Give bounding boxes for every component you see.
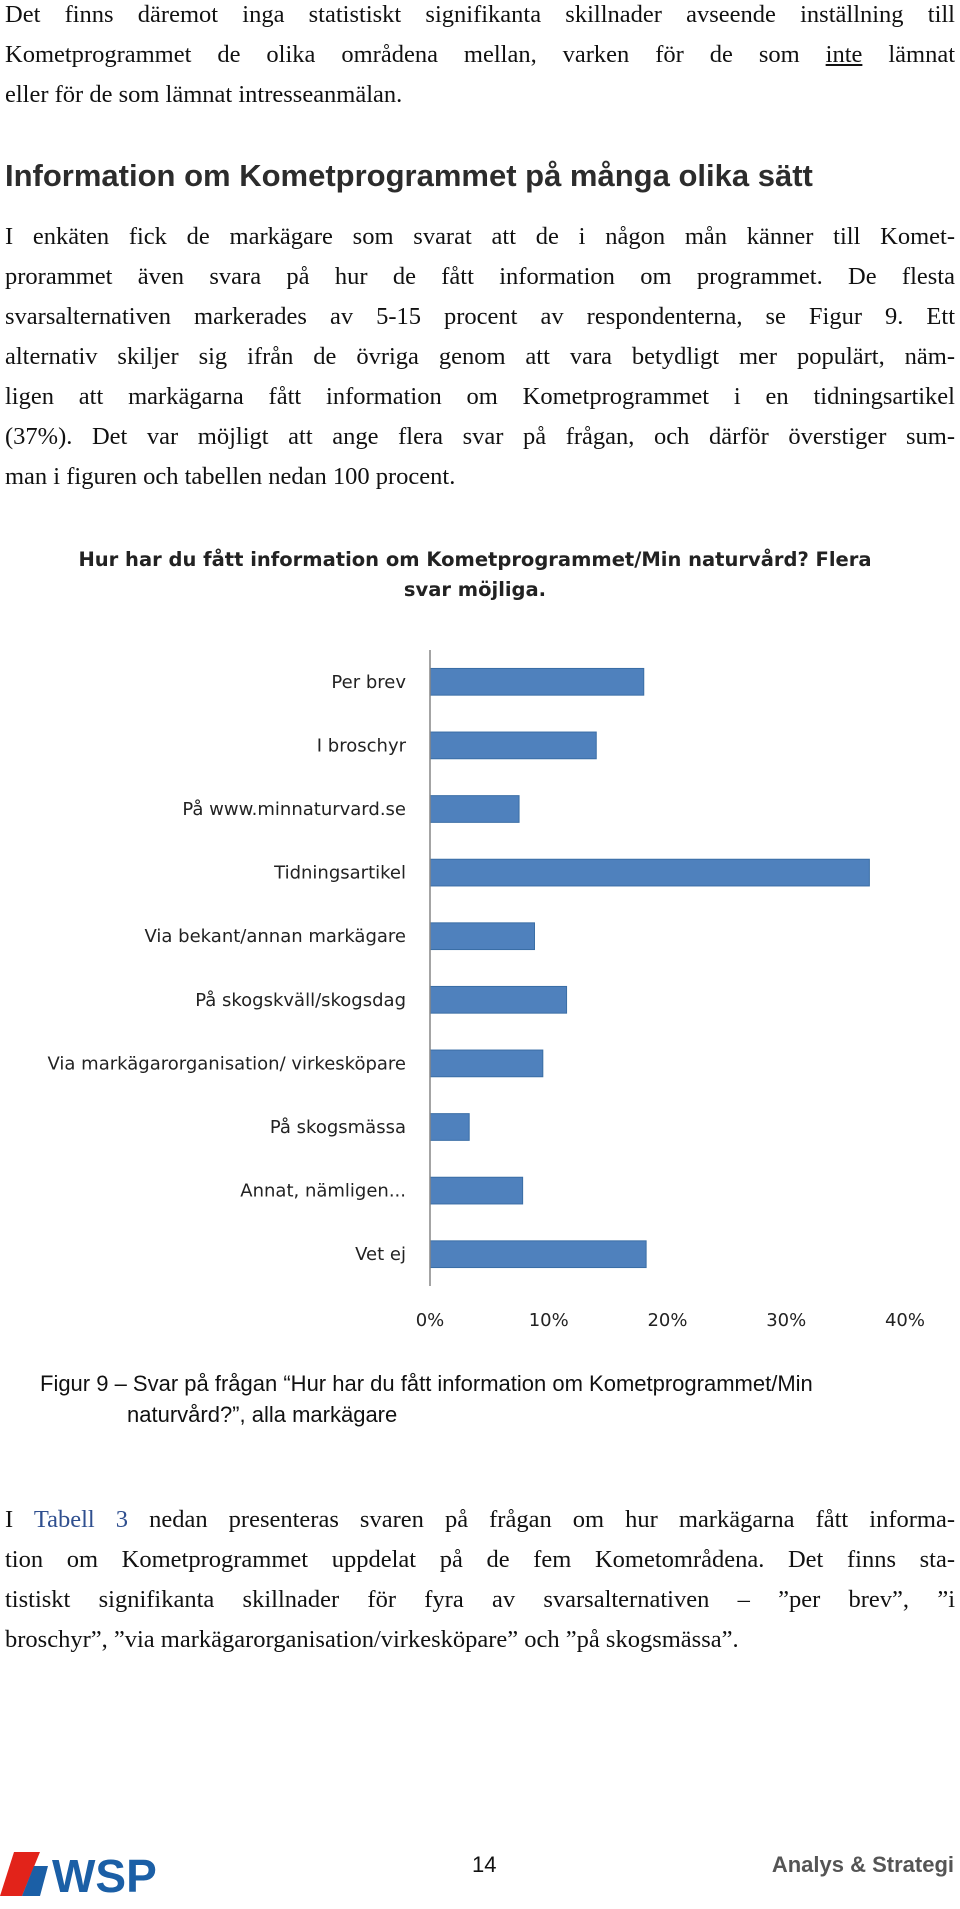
x-tick-label-3: 20%	[647, 1310, 688, 1331]
intro-line-2	[5, 35, 955, 75]
category-label-10: Vet ej	[355, 1244, 406, 1266]
bar-10	[430, 1241, 646, 1268]
p2-line-1: I enkäten fick de markägare som svarat att de i någon mån känner till Komet-	[5, 223, 955, 250]
p2-line-5: ligen att markägarna fått information om Kometprogrammet i en tidningsartikel	[5, 383, 955, 410]
section-heading: Information om Kometprogrammet på många olika sätt	[5, 158, 813, 193]
bar-4	[430, 859, 869, 886]
x-tick-label-5: 40%	[884, 1310, 926, 1331]
intro-line-1: Det finns däremot inga statistiskt signifikanta skillnader avseende inställning till	[5, 1, 955, 28]
emphasis-inte: inte	[825, 41, 863, 68]
p3-line-2: tion om Kometprogrammet uppdelat på de fem Kometområdena. Det finns sta-	[5, 1546, 955, 1573]
table-reference-link[interactable]: Tabell 3	[33, 1506, 129, 1533]
p2-line-2: prorammet även svara på hur de fått information om programmet. De flesta	[5, 263, 955, 290]
x-tick-labels	[416, 1310, 925, 1331]
intro-paragraph	[5, 0, 955, 115]
intro-line-3: eller för de som lämnat intresseanmälan.	[5, 81, 403, 108]
category-label-4: Tidningsartikel	[274, 862, 406, 884]
logo-wordmark: WSP	[52, 1850, 157, 1900]
x-tick-label-2: 10%	[528, 1310, 569, 1331]
p3-line-1-post: nedan presenteras svaren på frågan om hur markägarna fått informa-	[149, 1506, 956, 1533]
bar-9	[430, 1177, 523, 1204]
bar-3	[430, 796, 519, 823]
page-number: 14	[472, 1852, 497, 1877]
bars-group	[430, 668, 869, 1267]
body-paragraph-3	[5, 1500, 955, 1660]
category-label-6: På skogskväll/skogsdag	[195, 989, 406, 1011]
category-label-1: Per brev	[331, 671, 406, 693]
p2-line-3: svarsalternativen markerades av 5-15 procent av respondenterna, se Figur 9. Ett	[5, 303, 955, 330]
intro-line-2-tail: lämnat	[888, 41, 956, 68]
caption-line-2: naturvård?”, alla markägare	[127, 1402, 398, 1427]
p2-line-7: man i figuren och tabellen nedan 100 procent.	[5, 463, 456, 490]
caption-line-1: Figur 9 – Svar på frågan “Hur har du fått information om Kometprogrammet/Min	[40, 1371, 813, 1396]
bar-2	[430, 732, 596, 759]
bar-1	[430, 668, 644, 695]
bar-8	[430, 1114, 469, 1141]
p3-line-1-pre: I	[5, 1506, 14, 1533]
bar-chart	[0, 540, 960, 1340]
category-label-5: Via bekant/annan markägare	[144, 926, 406, 948]
figure-caption	[40, 1368, 960, 1430]
p3-line-4: broschyr”, ”via markägarorganisation/virkesköpare” och ”på skogsmässa”.	[5, 1626, 739, 1653]
bar-7	[430, 1050, 543, 1077]
category-label-8: På skogsmässa	[269, 1117, 406, 1138]
x-tick-label-1: 0%	[415, 1310, 445, 1331]
intro-line-2-text: Kometprogrammet de olika områdena mellan, varken för de som	[5, 41, 800, 68]
category-label-7: Via markägarorganisation/ virkesköpare	[47, 1053, 406, 1075]
body-paragraph-2	[5, 217, 955, 497]
wsp-logo	[0, 1844, 190, 1900]
category-labels	[48, 672, 407, 1265]
p3-line-3: tistiskt signifikanta skillnader för fyra av svarsalternativen – ”per brev”, ”i	[5, 1586, 955, 1613]
bar-5	[430, 923, 535, 950]
chart-title-line-2: svar möjliga.	[403, 578, 547, 601]
p3-line-1	[5, 1500, 955, 1540]
bar-6	[430, 986, 567, 1013]
p2-line-6: (37%). Det var möjligt att ange flera svar på frågan, och därför överstiger sum-	[5, 423, 955, 450]
footer-department: Analys & Strategi	[771, 1852, 954, 1877]
p2-line-4: alternativ skiljer sig ifrån de övriga genom att vara betydligt mer populärt, näm-	[5, 343, 955, 370]
category-label-3: På www.minnaturvard.se	[182, 799, 406, 820]
chart-title-line-1: Hur har du fått information om Kometprogrammet/Min naturvård? Flera	[78, 548, 872, 571]
x-tick-label-4: 30%	[766, 1310, 807, 1331]
category-label-9: Annat, nämligen...	[240, 1180, 406, 1202]
category-label-2: I broschyr	[316, 735, 406, 757]
